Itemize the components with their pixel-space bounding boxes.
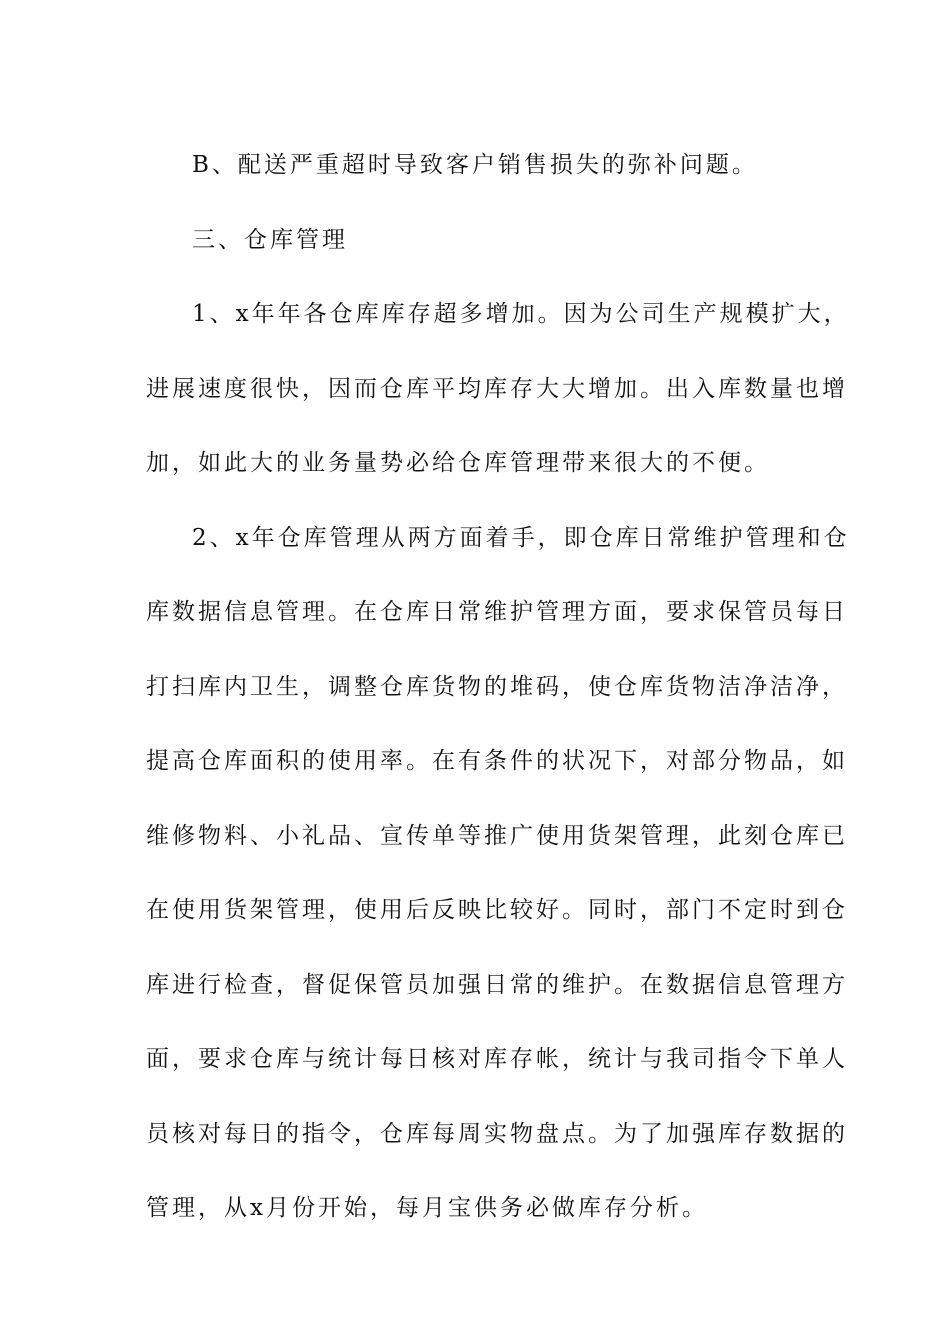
text-line: 库进行检查，督促保管员加强日常的维护。在数据信息管理方 [146,971,848,998]
paragraph-warehouse-management-measures [146,501,850,1246]
paragraph-delivery-compensation [146,128,816,203]
text-line: 进展速度很快，因而仓库平均库存大大增加。出入库数量也增 [146,375,848,402]
text-line: 维修物料、小礼品、宣传单等推广使用货架管理，此刻仓库已 [146,822,848,849]
text-line: 管理，从x月份开始，每月宝供务必做库存分析。 [146,1195,708,1221]
text-line: 1、x年年各仓库库存超多增加。因为公司生产规模扩大， [192,301,850,327]
paragraph-inventory-increase [146,277,850,501]
section-heading-warehouse-management [146,203,816,278]
document-body [146,128,850,1246]
text-line: 库数据信息管理。在仓库日常维护管理方面，要求保管员每日 [146,599,848,625]
text-line: B、配送严重超时导致客户销售损失的弥补问题。 [192,152,758,178]
text-line: 2、x年仓库管理从两方面着手，即仓库日常维护管理和仓 [192,524,850,551]
text-line: 面，要求仓库与统计每日核对库存帐，统计与我司指令下单人 [146,1046,848,1072]
section-heading: 三、仓库管理 [192,226,348,253]
text-line: 打扫库内卫生，调整仓库货物的堆码，使仓库货物洁净洁净， [146,673,848,700]
text-line: 在使用货架管理，使用后反映比较好。同时，部门不定时到仓 [146,897,848,923]
text-line: 员核对每日的指令，仓库每周实物盘点。为了加强库存数据的 [146,1120,848,1147]
text-line: 提高仓库面积的使用率。在有条件的状况下，对部分物品，如 [146,748,848,774]
text-line: 加，如此大的业务量势必给仓库管理带来很大的不便。 [146,450,770,476]
